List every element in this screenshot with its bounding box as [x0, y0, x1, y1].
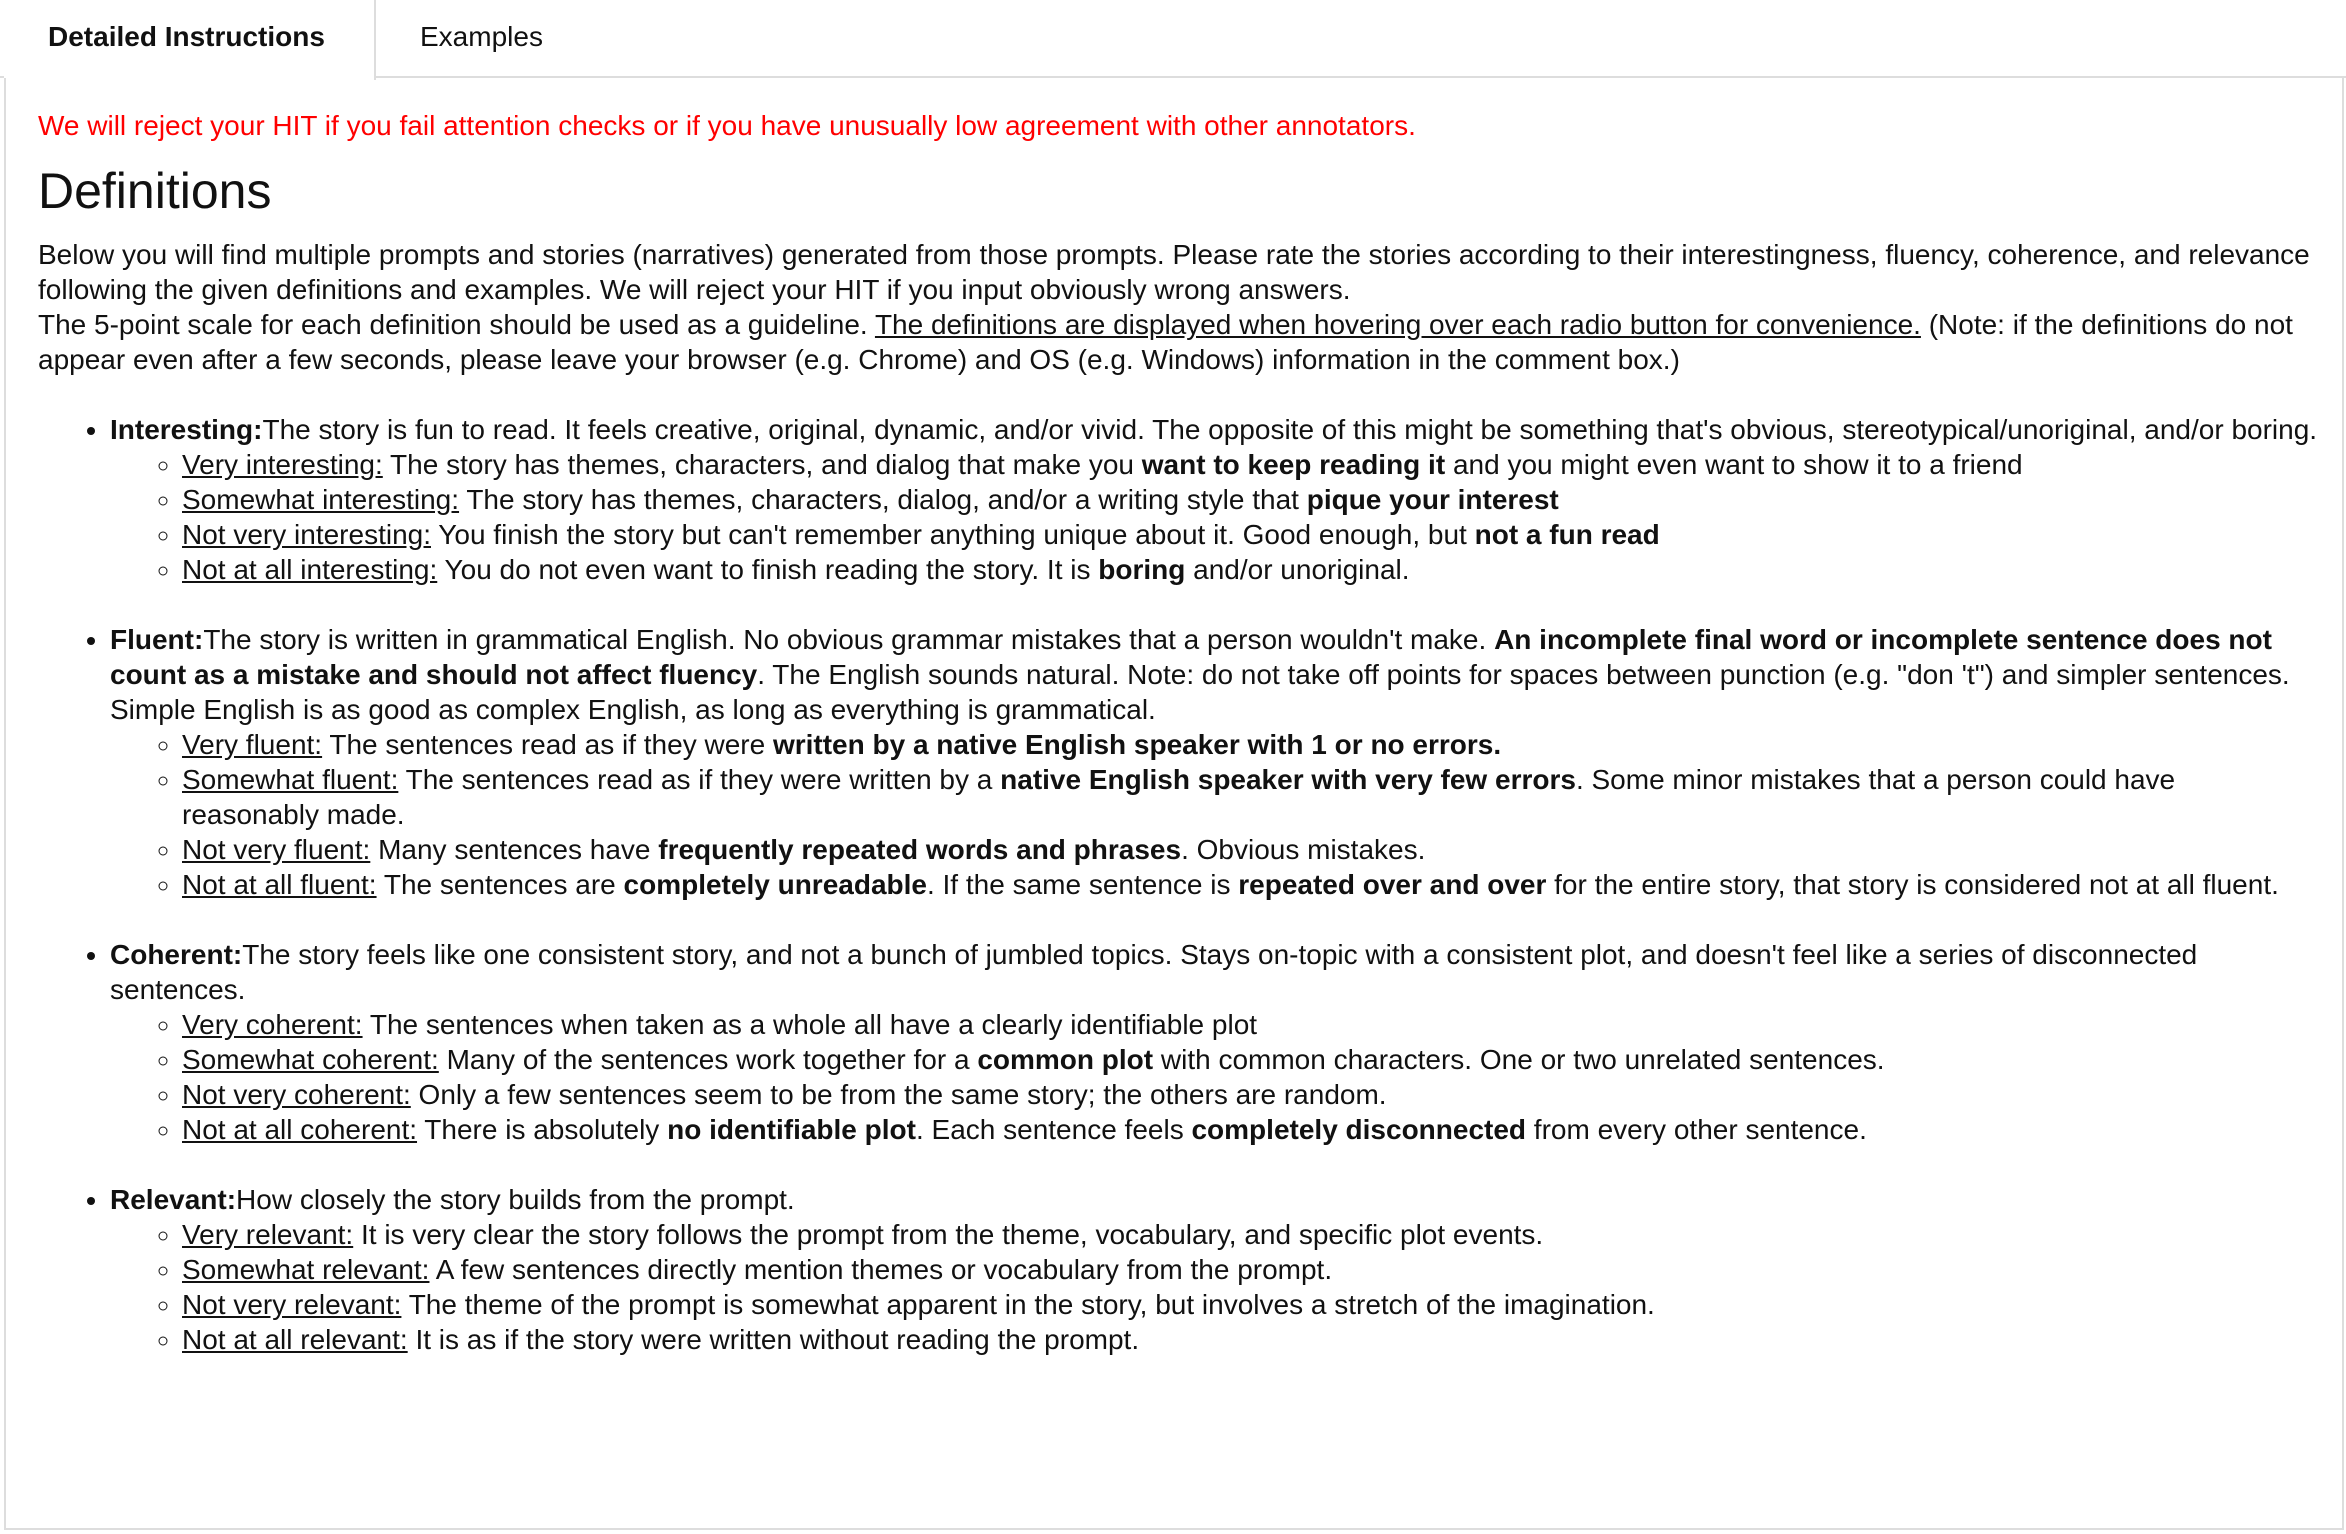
criterion-relevant: [110, 1182, 2318, 1357]
scale-emphasis: frequently repeated words and phrases: [658, 834, 1182, 865]
rejection-warning: We will reject your HIT if you fail attention checks or if you have unusually low agreement with other annotators.: [38, 110, 1416, 141]
scale-item: [182, 1077, 2318, 1112]
scale-emphasis: common plot: [977, 1044, 1154, 1075]
scale-term: Not at all relevant:: [182, 1324, 408, 1355]
criterion-label: Fluent:: [110, 624, 204, 655]
scale-item: [182, 1112, 2318, 1147]
scale-emphasis: completely unreadable: [623, 869, 927, 900]
scale-item: [182, 867, 2318, 902]
criterion-coherent: [110, 937, 2318, 1147]
scale-item: [182, 832, 2318, 867]
scale-item: [182, 1042, 2318, 1077]
criterion-label: Interesting:: [110, 414, 263, 445]
scale-term: Very coherent:: [182, 1009, 363, 1040]
tab-examples[interactable]: Examples: [420, 21, 543, 52]
scale-term: Somewhat interesting:: [182, 484, 460, 515]
scale-term: Not at all fluent:: [182, 869, 377, 900]
scale-text: The story has themes, characters, dialog, and/or a writing style that: [459, 484, 1307, 515]
scale-text: . Each sentence feels: [915, 1114, 1192, 1145]
scale-emphasis: no identifiable plot: [667, 1114, 916, 1145]
scale-term: Somewhat coherent:: [182, 1044, 439, 1075]
scale-emphasis: pique your interest: [1306, 484, 1559, 515]
scale-item: [182, 517, 2318, 552]
scale-note: [38, 307, 2318, 377]
scale-text: and you might even want to show it to a friend: [1445, 449, 2023, 480]
criterion-interesting: [110, 412, 2318, 587]
criterion-description: . The English sounds natural. Note: do not take off points for spaces between punction (e.g. "don 't") and simpler sentences. Simple English is as good as complex English, as long as everything is grammatical.: [110, 659, 2290, 725]
scale-emphasis: native English speaker with very few errors: [1000, 764, 1576, 795]
scale-term: Somewhat relevant:: [182, 1254, 430, 1285]
criteria-list: [38, 412, 2318, 1357]
scale-term: Very relevant:: [182, 1219, 354, 1250]
scale-text: The sentences when taken as a whole all have a clearly identifiable plot: [362, 1009, 1258, 1040]
scale-text: You finish the story but can't remember anything unique about it. Good enough, but: [431, 519, 1475, 550]
scale-text: There is absolutely: [417, 1114, 668, 1145]
scale-term: Not at all coherent:: [182, 1114, 418, 1145]
scale-text: and/or unoriginal.: [1185, 554, 1410, 585]
scale-text: The sentences read as if they were written by a: [398, 764, 1001, 795]
scale-text: It is as if the story were written without reading the prompt.: [407, 1324, 1140, 1355]
scale-text: The story has themes, characters, and dialog that make you: [382, 449, 1142, 480]
scale-item: [182, 1217, 2318, 1252]
instructions-panel: [4, 78, 2344, 1530]
scale-text: The theme of the prompt is somewhat apparent in the story, but involves a stretch of the imagination.: [401, 1289, 1655, 1320]
definitions-heading: Definitions: [38, 163, 272, 219]
scale-term: Very fluent:: [182, 729, 323, 760]
scale-item: [182, 1322, 2318, 1357]
scale-item: [182, 552, 2318, 587]
hover-definitions-note: The definitions are displayed when hovering over each radio button for convenience.: [874, 309, 1921, 340]
scale-emphasis: want to keep reading it: [1141, 449, 1446, 480]
scale-text: The sentences read as if they were: [322, 729, 773, 760]
scale-text: A few sentences directly mention themes or vocabulary from the prompt.: [429, 1254, 1333, 1285]
scale-emphasis: repeated over and over: [1238, 869, 1547, 900]
scale-term: Not very fluent:: [182, 834, 371, 865]
scale-emphasis: boring: [1098, 554, 1186, 585]
scale-term: Not at all interesting:: [182, 554, 438, 585]
scale-emphasis: completely disconnected: [1191, 1114, 1527, 1145]
scale-term: Not very relevant:: [182, 1289, 402, 1320]
instructions-content: [38, 78, 2318, 1392]
browser-note: (Note: if the definitions do not appear even after a few seconds, please leave your browser (e.g. Chrome) and OS (e.g. Windows) information in the comment box.): [38, 309, 2293, 375]
scale-emphasis: written by a native English speaker with 1 or no errors.: [772, 729, 1502, 760]
criterion-description: The story is written in grammatical English. No obvious grammar mistakes that a person wouldn't make.: [203, 624, 1495, 655]
criterion-label: Relevant:: [110, 1184, 237, 1215]
scale-text: . Obvious mistakes.: [1181, 834, 1426, 865]
scale-item: [182, 1007, 2318, 1042]
scale-item: [182, 727, 2318, 762]
scale-item: [182, 1287, 2318, 1322]
scale-text: from every other sentence.: [1526, 1114, 1867, 1145]
scale-list: [110, 727, 2318, 902]
scale-item: [182, 447, 2318, 482]
scale-text: You do not even want to finish reading the story. It is: [437, 554, 1099, 585]
scale-term: Not very interesting:: [182, 519, 431, 550]
tab-bar: [0, 0, 2346, 78]
scale-item: [182, 482, 2318, 517]
definitions-intro: Below you will find multiple prompts and stories (narratives) generated from those prompts. Please rate the stories according to their interestingness, fluency, coherence, and relevance following the given definitions and examples. We will reject your HIT if you input obviously wrong answers.: [38, 239, 2310, 305]
criterion-description: The story is fun to read. It feels creative, original, dynamic, and/or vivid. The opposite of this might be something that's obvious, stereotypical/unoriginal, and/or boring.: [262, 414, 2318, 445]
scale-text: Many of the sentences work together for a: [438, 1044, 978, 1075]
scale-text: . Some minor mistakes that a person could have reasonably made.: [182, 764, 2176, 830]
scale-term: Not very coherent:: [182, 1079, 411, 1110]
scale-note-text: The 5-point scale for each definition should be used as a guideline.: [38, 309, 875, 340]
criterion-description: The story feels like one consistent story, and not a bunch of jumbled topics. Stays on-topic with a consistent plot, and doesn't feel like a series of disconnected sentences.: [110, 939, 2198, 1005]
scale-text: Many sentences have: [370, 834, 659, 865]
scale-text: . If the same sentence is: [926, 869, 1239, 900]
scale-text: It is very clear the story follows the prompt from the theme, vocabulary, and specific plot events.: [353, 1219, 1544, 1250]
scale-text: The sentences are: [376, 869, 624, 900]
scale-list: [110, 1007, 2318, 1147]
criterion-label: Coherent:: [110, 939, 243, 970]
scale-term: Very interesting:: [182, 449, 383, 480]
scale-item: [182, 762, 2318, 832]
scale-list: [110, 447, 2318, 587]
scale-text: with common characters. One or two unrelated sentences.: [1153, 1044, 1885, 1075]
criterion-emphasis: An incomplete final word or incomplete sentence does not count as a mistake and should not affect fluency: [110, 624, 2272, 690]
scale-text: Only a few sentences seem to be from the same story; the others are random.: [410, 1079, 1387, 1110]
tab-detailed-instructions[interactable]: Detailed Instructions: [4, 0, 376, 80]
scale-item: [182, 1252, 2318, 1287]
scale-emphasis: not a fun read: [1474, 519, 1660, 550]
scale-list: [110, 1217, 2318, 1357]
scale-text: for the entire story, that story is considered not at all fluent.: [1546, 869, 2279, 900]
criterion-fluent: [110, 622, 2318, 902]
criterion-description: How closely the story builds from the prompt.: [236, 1184, 795, 1215]
scale-term: Somewhat fluent:: [182, 764, 399, 795]
